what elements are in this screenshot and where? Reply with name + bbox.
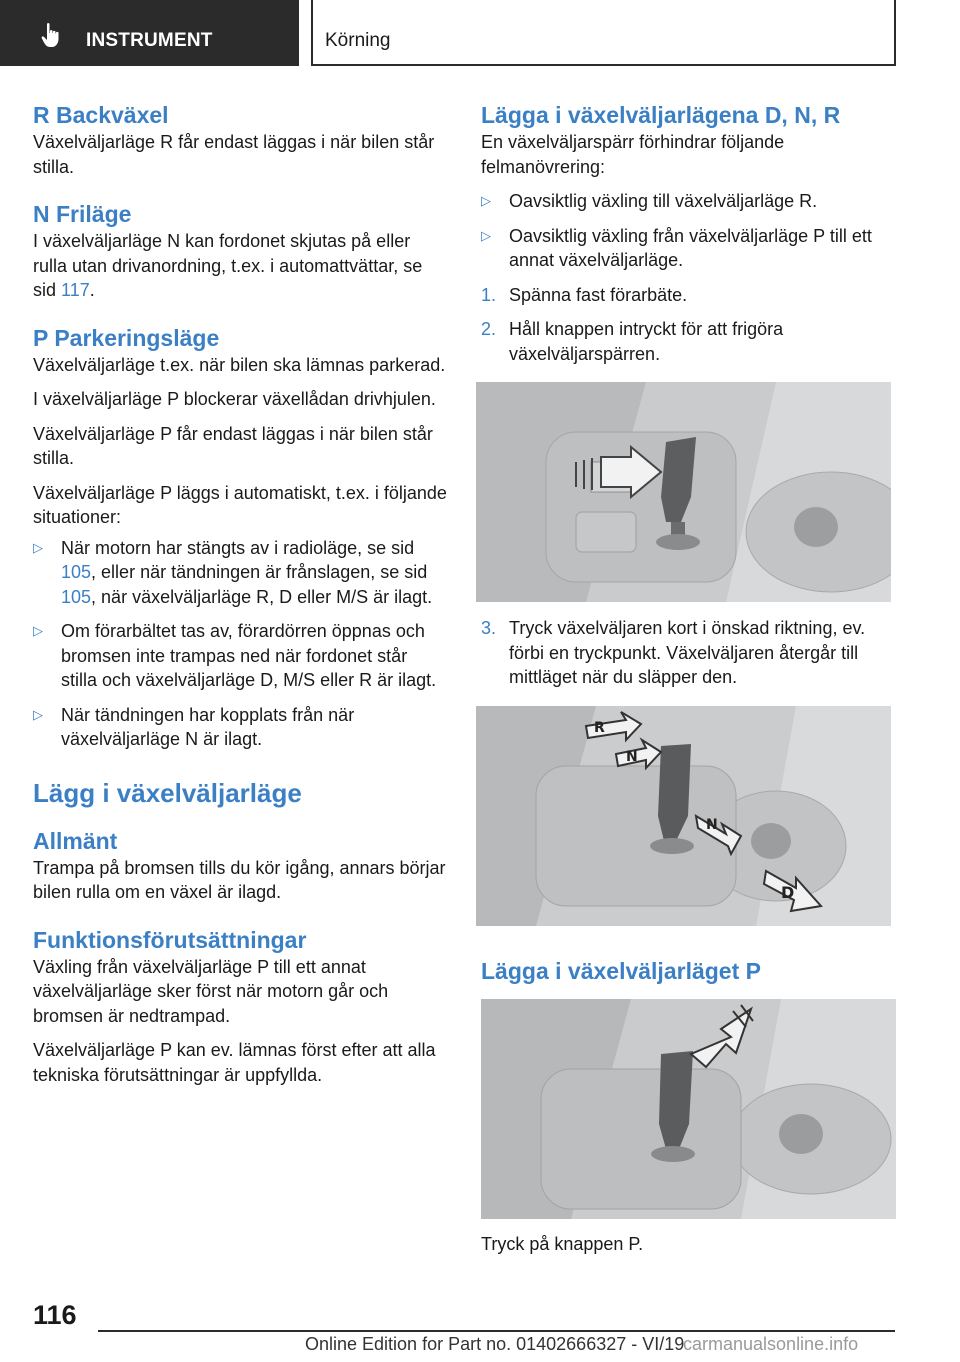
page-ref-105[interactable]: 105 [61, 562, 92, 582]
gear-label-r: R [594, 720, 605, 736]
general-heading: Allmänt [33, 827, 118, 854]
triangle-right-icon: ▷ [33, 706, 43, 722]
n-heading: N Friläge [33, 201, 132, 227]
list-item: ▷ Om förarbältet tas av, förardörren öppnas och bromsen inte trampas ned när fordonet står stilla och växelväljarläge D, M/S eller R är ilagt. [33, 621, 437, 690]
p-paragraph-1: Växelväljarläge t.ex. när bilen ska lämnas parkerad. [33, 354, 446, 375]
conditions-paragraph-2: Växelväljarläge P kan ev. lämnas först efter att alla tekniska förutsättningar är uppfyllda. [33, 1040, 436, 1085]
r-heading: R Backväxel [33, 102, 169, 128]
edition-text: Online Edition for Part no. 01402666327 - VI/19 [305, 1334, 685, 1354]
general-paragraph: Trampa på bromsen tills du kör igång, annars börjar bilen rulla om en växel är ilagd. [33, 857, 446, 902]
section-title: Körning [325, 30, 391, 51]
footer-divider [98, 1330, 895, 1332]
triangle-right-icon: ▷ [33, 539, 43, 555]
triangle-right-icon: ▷ [481, 193, 491, 208]
list-item: ▷ Oavsiktlig växling till växelväljarläge R. [481, 189, 896, 214]
conditions-heading: Funktionsförutsättningar [33, 926, 307, 953]
p-section [481, 956, 896, 986]
list-item: ▷ När tändningen har kopplats från när växelväljarläge N är ilagt. [33, 704, 355, 749]
gear-label-n: N [626, 749, 638, 765]
step-3-block [481, 616, 896, 690]
p-paragraph-3: Växelväljarläge P får endast läggas i när bilen står stilla. [33, 423, 433, 468]
park-paragraph: Tryck på knappen P. [481, 1234, 644, 1254]
figure-park-button [481, 999, 896, 1219]
gear-label-n-lower: N [706, 817, 718, 833]
right-column [481, 100, 896, 366]
p-heading: P Parkeringsläge [33, 324, 220, 351]
dnr-paragraph: En växelväljarspärr förhindrar följande felmanövrering: [481, 132, 785, 177]
park-heading: Lägga i växelväljarläget P [481, 958, 761, 984]
list-item: 1. Spänna fast förarbäte. [481, 284, 688, 305]
figure-unlock-button [476, 382, 891, 602]
page-ref-105[interactable]: 105 [61, 586, 92, 607]
p-paragraph-4: Växelväljarläge P läggs i automatiskt, t.ex. i följande situationer: [33, 482, 447, 527]
page-number: 116 [33, 1300, 77, 1330]
conditions-paragraph-1: Växling från växelväljarläge P till ett annat växelväljarläge sker först när motorn går och bromsen är nedtrampad. [33, 956, 389, 1026]
watermark: carmanualsonline.info [683, 1334, 859, 1354]
section-header [311, 0, 896, 66]
list-item: 3. Tryck växelväljaren kort i önskad riktning, ev. förbi en tryckpunkt. Växelväljaren återgår till mittläget när du släpper den. [481, 618, 866, 687]
main-heading: Lägg i växelväljarläge [33, 777, 302, 808]
triangle-right-icon: ▷ [481, 227, 491, 243]
r-paragraph: Växelväljarläge R får endast läggas i när bilen står stilla. [33, 132, 435, 177]
list-item: ▷ Oavsiktlig växling från växelväljarläge P till ett annat växelväljarläge. [481, 225, 872, 270]
hand-pointer-icon [40, 22, 64, 48]
park-text-block [481, 1232, 896, 1257]
list-item: ▷ När motorn har stängts av i radioläge, se sid 105, eller när tändningen är frånslagen, se sid 105, när växelväljarläge R, D eller M/S är ilagt. [33, 537, 433, 607]
chapter-tab-label: INSTRUMENT [86, 30, 213, 51]
gear-label-d: D [781, 883, 795, 902]
p-paragraph-2: I växelväljarläge P blockerar växellådan drivhjulen. [33, 389, 436, 409]
list-item: 2. Håll knappen intryckt för att frigöra växelväljarspärren. [481, 319, 784, 364]
page-ref-117[interactable]: 117 [61, 280, 90, 300]
chapter-tab[interactable] [0, 0, 299, 66]
n-paragraph: I växelväljarläge N kan fordonet skjutas på eller rulla utan drivanordning, t.ex. i automattvättar, se sid 117. [33, 231, 423, 300]
left-column [33, 100, 448, 1087]
dnr-heading: Lägga i växelväljarlägena D, N, R [481, 102, 841, 128]
triangle-right-icon: ▷ [33, 623, 43, 638]
figure-gear-directions [476, 706, 891, 926]
